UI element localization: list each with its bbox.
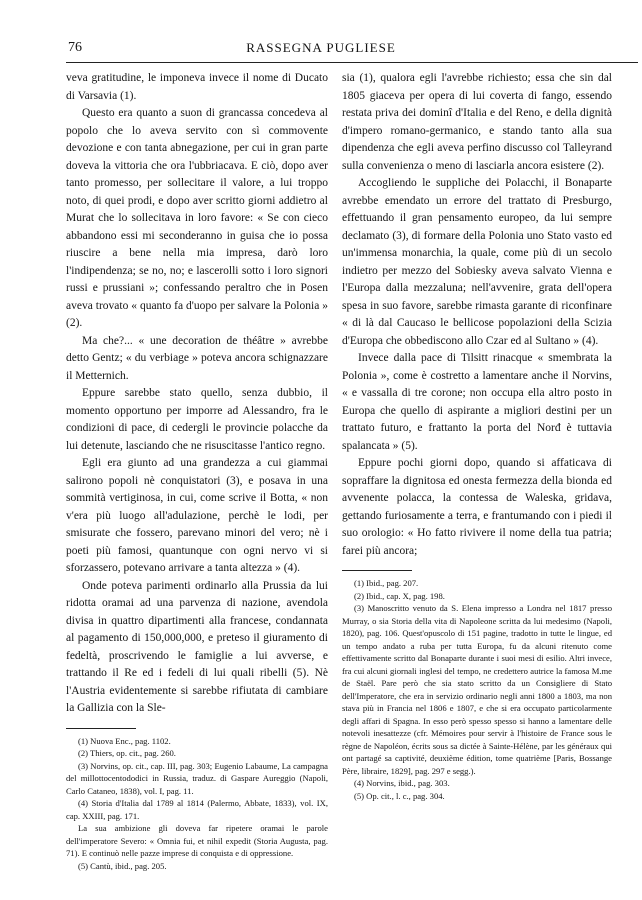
footnote: La sua ambizione gli doveva far ripetere oramai le parole dell'imperatore Severo: « Omnia fui, et nihil expedit (Storia Augusta, pag. 71). E continuò nelle pazze imprese di conquista e di oppressione. — [66, 823, 328, 858]
right-footnotes — [342, 577, 612, 802]
footnote: (3) Manoscritto venuto da S. Elena impresso a Londra nel 1817 presso Murray, o sia Storia della vita di Napoleone scritta da lui medesimo (Napoli, 1820), pag. 106. Quest'opuscolo di 151 pagine, tradotto in tutte le lingue, ed un tempo andato a ruba per tutta Europa, fu da alcuni ritenuto come effettivamente scritto dal Bonaparte durante i suoi mesi di esilio. Altri invece, fra cui alcuni giornali inglesi del tempo, ne credettero autrice la famosa M.me de Staël. Pare però che sia stato scritto da un Consigliere di Stato dell'Imperatore, che era in servizio ordinario negli anni 1800 a 1803, ma non stava più in Francia nel 1806 e 1807, e che si era occupato particolarmente degli affari di Spagna. In esso però spesso spesso si hanno a lamentare delle notevoli inesattezze (cfr. Mémoires pour servir à l'histoire de France sous le règne de Napoléon, écrits sous sa dictée à Sainte-Hélène, par les généraux qui ont partagé sa captivité, deuxième édition, tome quatrième [Paris, Bossange Père, libraire, 1829], pag. 297 e segg.). — [342, 603, 612, 776]
footnote: (1) Ibid., pag. 207. — [354, 578, 419, 588]
footnote: (3) Norvins, op. cit., cap. III, pag. 303; Eugenio Labaume, La campagna del millottocentododici in Russia, traduz. di Gaspare Aureggio (Napoli, Carlo Cataneo, 1838), vol. I, pag. 11. — [66, 760, 328, 796]
footnote: (4) Storia d'Italia dal 1789 al 1814 (Palermo, Abbate, 1833), vol. IX, cap. XXIII, pag. 171. — [66, 798, 328, 821]
footnote: (4) Norvins, ibid., pag. 303. — [354, 778, 450, 788]
footnote: (2) Thiers, op. cit., pag. 260. — [78, 748, 176, 758]
left-column — [66, 70, 328, 872]
footnote: (5) Op. cit., l. c., pag. 304. — [354, 790, 445, 801]
body-paragraph: Eppure pochi giorni dopo, quando si affaticava di sopraffare la dignitosa ed onesta fermezza della bionda ed avvenente polacca, la contessa de Waleska, gridava, gettando furiosamente a terra, e frantumando con i piedi il suo orologio: « Ho fatto rivivere il nome della tua patria; farei più ancora; — [342, 457, 612, 557]
right-column — [342, 70, 612, 802]
body-paragraph: veva gratitudine, le imponeva invece il nome di Ducato di Varsavia (1). — [66, 72, 328, 102]
header-rule — [66, 62, 638, 63]
footnote: (2) Ibid., cap. X, pag. 198. — [354, 590, 445, 601]
right-column-body — [342, 70, 612, 560]
body-paragraph: Onde poteva parimenti ordinarlo alla Prussia da lui ridotta oramai ad una parvenza di nazione, avendola divisa in quattro dipartimenti alla francese, condannata al pagamento di 150,000,000, e preteso il giuramento di fedeltà, proscrivendo le famiglie a lui avverse, e trattando il Re ed i fedeli di lui quali ribelli (5). Nè l'Austria evidentemente si sarebbe rifiutata di cambiare la Gallizia con la Sle- — [66, 579, 328, 714]
body-paragraph: Invece dalla pace di Tilsitt rinacque « smembrata la Polonia », come è costretto a lamentare anche il Norvins, « e vassalla di tre corone; non occupa ella altro posto in Europa che quello di aspirante a migliori destini per un trattato futuro, e frattanto la porta del Norđ è tuttavia spalancata » (5). — [342, 352, 612, 452]
page-number: 76 — [68, 40, 82, 55]
running-title: RASSEGNA PUGLIESE — [246, 40, 396, 55]
body-paragraph: Accogliendo le suppliche dei Polacchi, il Bonaparte avrebbe emendato un errore del trattato di Presburgo, effettuando il gran pensamento europeo, da lui sempre declamato (3), di formare della Polonia uno Stato vasto ed un'immensa monarchia, la quale, come più di un secolo indietro per mezzo del Sobiesky aveva salvato Vienna e l'Europa dalla mezzaluna; nell'avvenire, grata dell'opera spesa in suo favore, sarebbe rimasta garante di riconfinare « di là dal Caucaso le bellicose popolazioni della Scizia d'Europa che obbediscono allo Czar ed al Sultano » (4). — [342, 177, 612, 347]
body-paragraph: Egli era giunto ad una grandezza a cui giammai salirono popoli nè conquistatori (3), e posava in una sommità vertiginosa, in cui, come scrive il Botta, « non v'era più luogo all'adulazione, perchè le lodi, per smisurate che fossero, parevano minori del vero; nè i poeti più famosi, quantunque con ogni nervo vi si sforzassero, potevano arrivare a tanta altezza » (4). — [66, 457, 328, 574]
body-paragraph: Eppure sarebbe stato quello, senza dubbio, il momento opportuno per imporre ad Alessandro, fra le condizioni di pace, di cedergli le provincie polacche da lui detenute, lasciando che ne risuscitasse l'antico regno. — [66, 387, 328, 452]
body-paragraph: Questo era quanto a suon di grancassa concedeva al popolo che lo aveva servito con sì commovente devozione e con tanta abnegazione, per cui in gran parte doveva la vittoria che ora l'ubbriacava. E ciò, dopo aver tanto promesso, per sollecitare il valore, a lui troppo noto, di quei prodi, e dopo aver scritto giorni addietro al Murat che lo sollecitava in loro favore: « Se con cieco abbandono essi mi seconderanno in guisa che io possa riuscire a bene nella mia impresa, darò loro l'indipendenza; se no, no; e lascerolli sotto i loro signori russi e prussiani »; confessando peraltro che in Posen aveva trovato « quanto fa d'uopo per salvare la Polonia » (2). — [66, 107, 328, 329]
body-paragraph: sia (1), qualora egli l'avrebbe richiesto; essa che sin dal 1805 giaceva per opera di lui coverta di fango, essendo restata priva dei dominî d'Italia e del Reno, e della dignità d'impero romano-germanico, e stando tanto alla sua dipendenza che egli aveva perfino discusso col Talleyrand sulla convenienza o meno di lasciarla ancora esistere (2). — [342, 72, 612, 172]
footnote-rule — [66, 728, 136, 729]
footnote-rule — [342, 570, 412, 571]
body-paragraph: Ma che?... « une decoration de théâtre » avrebbe detto Gentz; « du verbiage » poteva ancora schignazzare il Metternich. — [66, 334, 328, 382]
footnote: (5) Cantù, ibid., pag. 205. — [78, 860, 167, 871]
footnote: (1) Nuova Enc., pag. 1102. — [78, 735, 171, 746]
left-footnotes — [66, 735, 328, 873]
left-column-body — [66, 70, 328, 718]
